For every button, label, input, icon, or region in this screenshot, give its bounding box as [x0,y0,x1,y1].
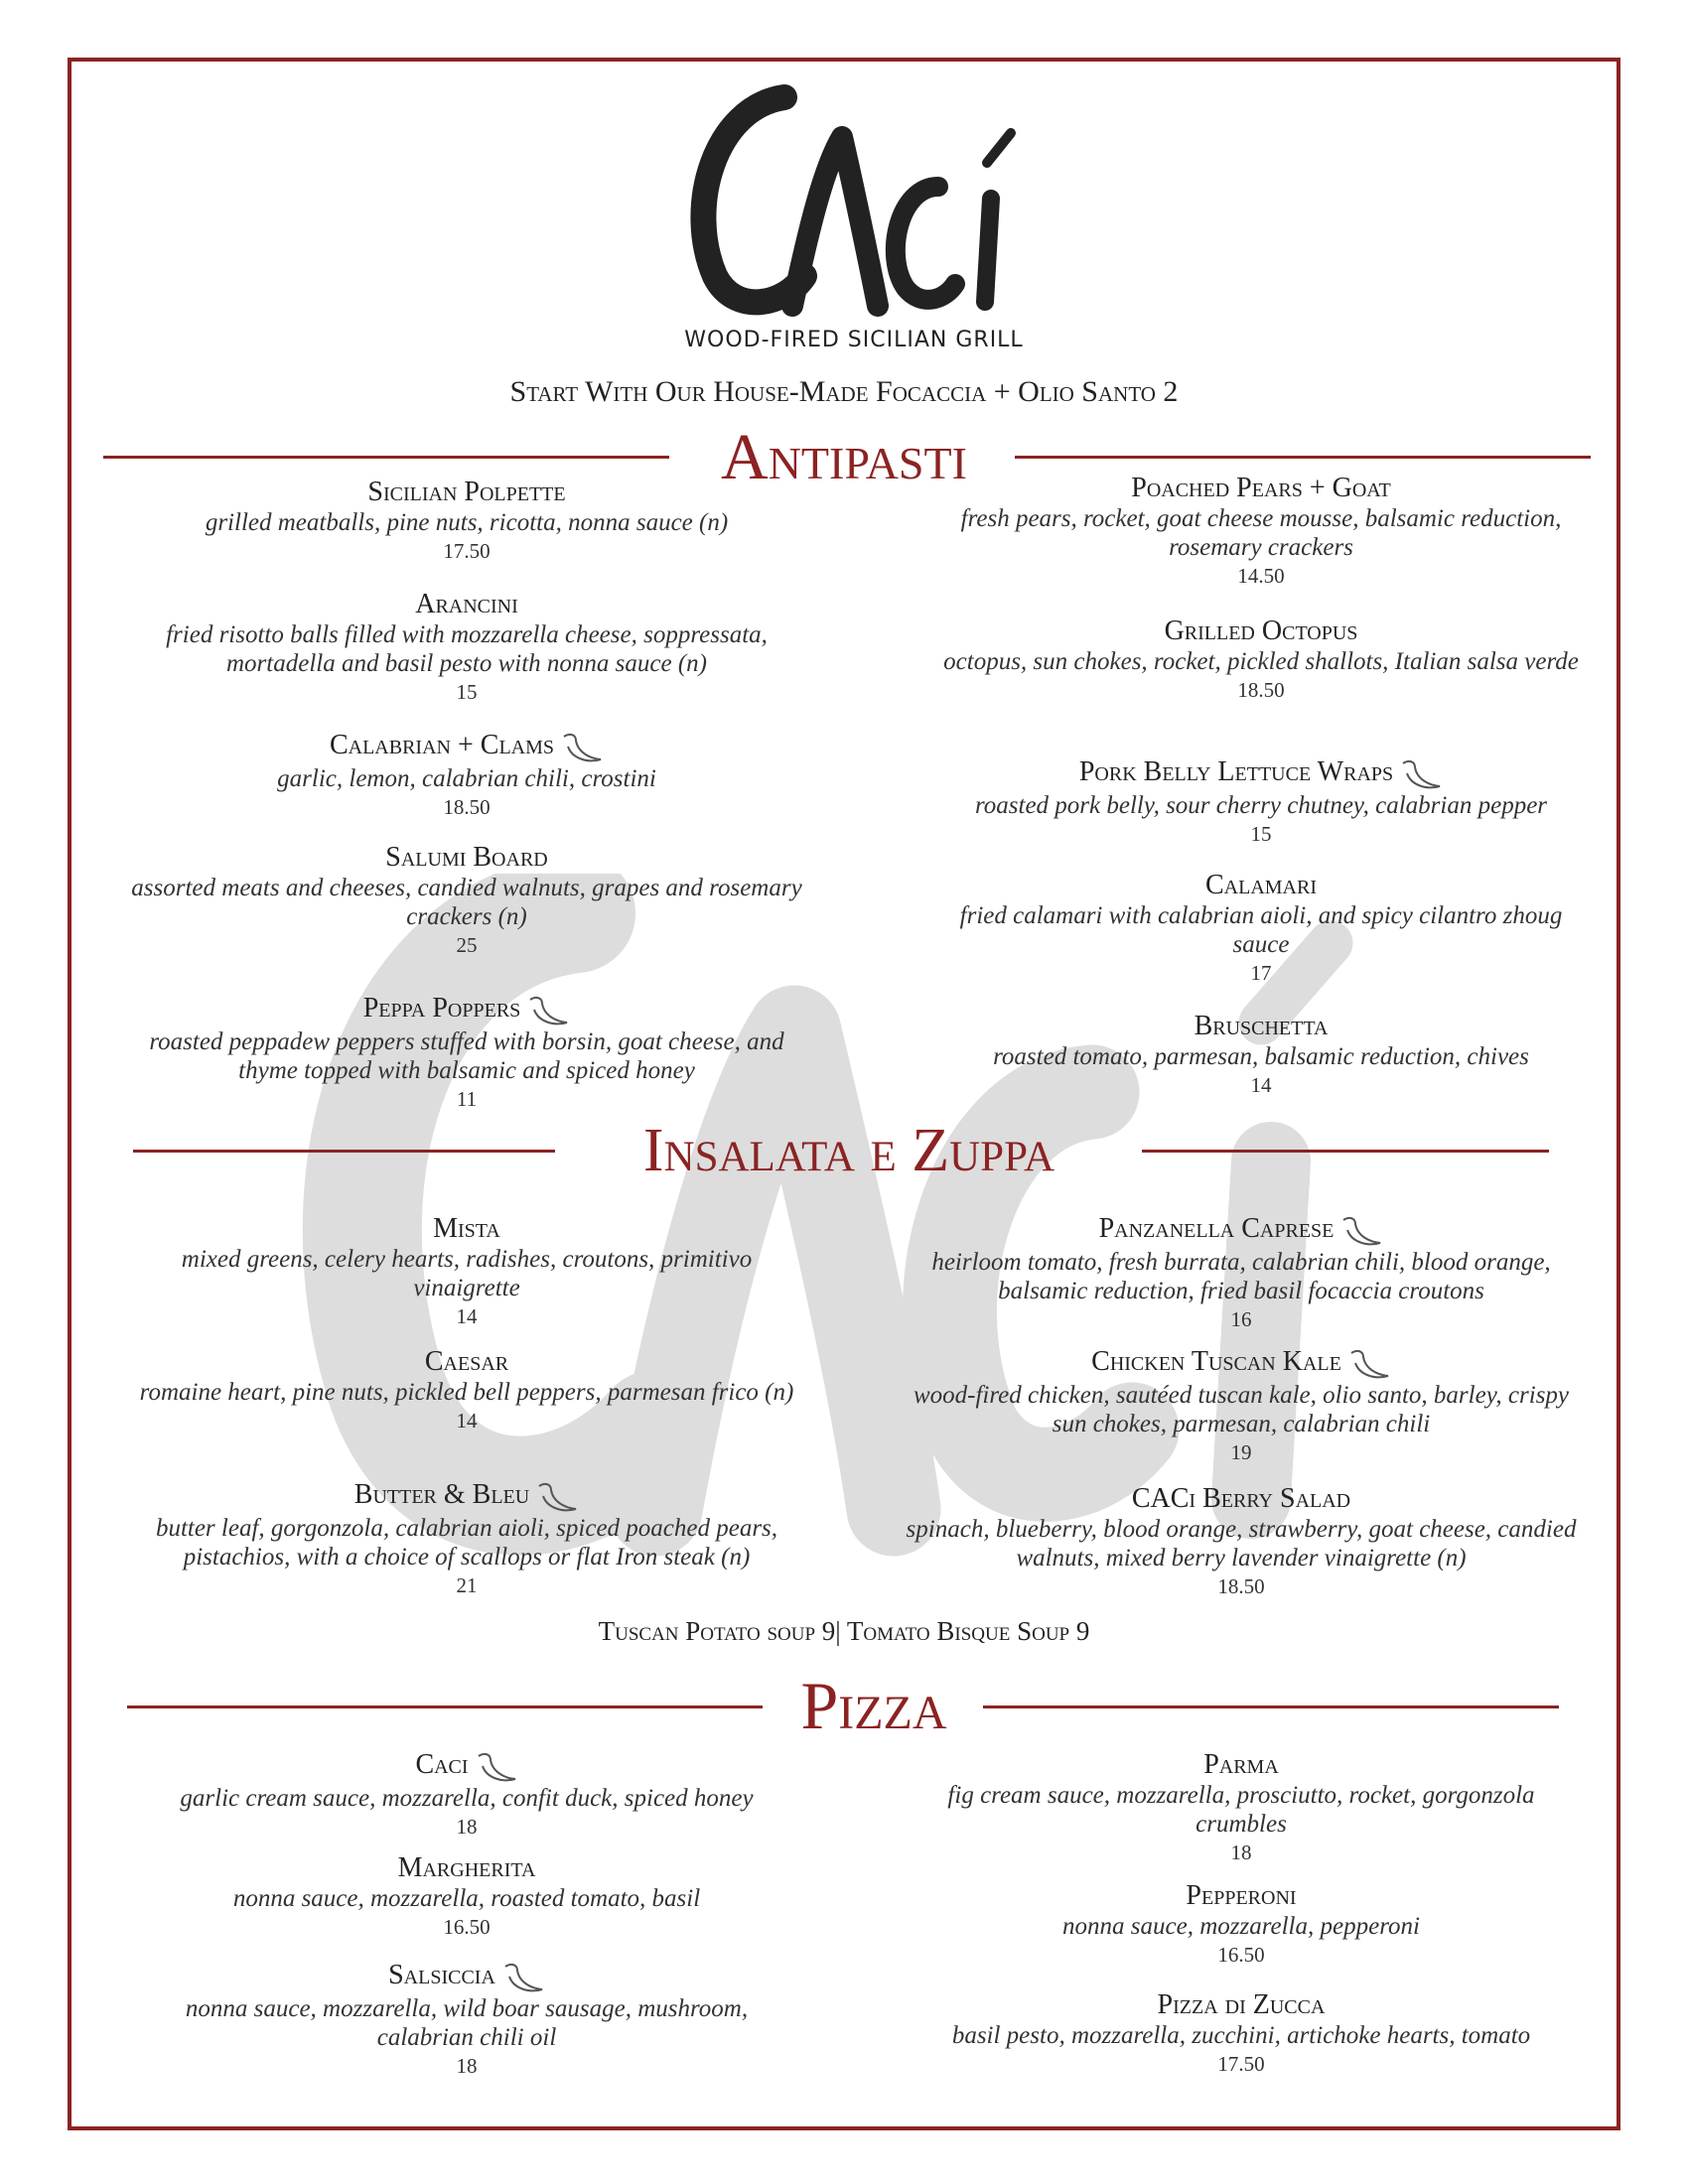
item-price: 14 [456,1409,478,1433]
menu-item [914,1749,1569,1866]
item-name: Caesar [424,1346,509,1377]
item-description: spinach, blueberry, blood orange, strawberry, goat cheese, candied walnuts, mixed berry lavender vinaigrette (n) [906,1516,1577,1571]
item-description: wood-fired chicken, sautéed tuscan kale, olio santo, barley, crispy sun chokes, parmesan, calabrian chili [913,1381,1570,1437]
menu-item [129,477,804,565]
menu-item [894,1346,1589,1466]
item-description: butter leaf, gorgonzola, calabrian aioli, spiced poached pears, pistachios, with a choice of scallops or flat Iron steak (n) [155,1514,778,1570]
menu-item [953,473,1569,590]
item-description: roasted pork belly, sour cherry chutney, calabrian pepper [974,791,1548,819]
brand-logo-script [675,68,1033,326]
item-price: 17 [1250,961,1272,985]
menu-item [139,1852,794,1941]
item-description: heirloom tomato, fresh burrata, calabrian chili, blood orange, balsamic reduction, fried basil focaccia croutons [931,1248,1551,1304]
section-title-insalata: Insalata e Zuppa [642,1117,1055,1184]
item-description: roasted peppadew peppers stuffed with borsin, goat cheese, and thyme topped with balsamic and spiced honey [149,1027,784,1084]
brand-tagline: WOOD-FIRED SICILIAN GRILL [684,328,1024,352]
section-title-pizza: Pizza [800,1668,947,1743]
chili-pepper-icon [475,1750,518,1784]
item-name: Calabrian + Clams [329,730,555,760]
menu-item [129,842,804,959]
item-name: Pizza di Zucca [1157,1989,1326,2020]
brand-logo [675,68,1033,365]
item-price: 21 [456,1572,478,1597]
item-description: garlic, lemon, calabrian chili, crostini [277,764,656,792]
section-title-antipasti: Antipasti [721,421,967,493]
item-name: Margherita [397,1852,536,1883]
item-price: 14 [1250,1073,1272,1097]
item-name: Pork Belly Lettuce Wraps [1078,756,1394,787]
item-name: Salumi Board [385,842,548,873]
menu-item [933,756,1589,848]
item-name: CACi Berry Salad [1131,1483,1351,1514]
item-price: 11 [456,1086,478,1111]
item-name: Caci [415,1749,469,1780]
menu-item [129,1213,804,1330]
item-name: Parma [1203,1749,1279,1780]
item-description: nonna sauce, mozzarella, wild boar sausage, mushroom, calabrian chili oil [185,1994,749,2051]
item-price: 18 [1230,1841,1252,1864]
item-price: 16 [1230,1306,1252,1331]
section-rule [103,456,669,459]
item-name: Butter & Bleu [353,1479,530,1510]
item-price: 18.50 [1237,678,1285,702]
item-name: Mista [433,1213,500,1244]
item-price: 16.50 [443,1915,491,1939]
item-name: Pepperoni [1186,1880,1297,1911]
item-name: Peppa Poppers [362,993,521,1024]
item-description: fresh pears, rocket, goat cheese mousse, balsamic reduction, rosemary crackers [960,505,1562,561]
item-description: garlic cream sauce, mozzarella, confit duck, spiced honey [180,1784,754,1812]
menu-item [129,993,804,1113]
item-description: nonna sauce, mozzarella, roasted tomato, basil [232,1885,701,1912]
item-description: nonna sauce, mozzarella, pepperoni [1062,1913,1420,1940]
item-name: Bruschetta [1194,1011,1329,1041]
section-rule [983,1706,1559,1708]
chili-pepper-icon [1339,1214,1383,1248]
item-name: Panzanella Caprese [1098,1213,1335,1244]
menu-item [894,1213,1589,1333]
item-name: Calamari [1204,870,1317,900]
menu-item [933,870,1589,987]
item-price: 14.50 [1237,564,1285,588]
menu-item [894,1483,1589,1600]
item-description: romaine heart, pine nuts, pickled bell peppers, parmesan frico (n) [139,1379,794,1406]
menu-item [139,1960,794,2080]
menu-item [129,589,804,706]
item-price: 25 [456,933,478,957]
item-price: 14 [456,1304,478,1328]
item-price: 18.50 [443,794,491,819]
item-description: basil pesto, mozzarella, zucchini, artichoke hearts, tomato [951,2022,1531,2049]
item-price: 15 [1250,821,1272,846]
menu-item [933,1011,1589,1099]
item-description: fig cream sauce, mozzarella, prosciutto, rocket, gorgonzola crumbles [947,1782,1535,1838]
item-price: 17.50 [443,539,491,563]
item-price: 19 [1230,1439,1252,1464]
item-description: grilled meatballs, pine nuts, ricotta, nonna sauce (n) [205,509,729,536]
section-rule [1142,1150,1549,1153]
item-name: Salsiccia [388,1960,495,1990]
item-name: Arancini [415,589,518,619]
item-name: Grilled Octopus [1164,615,1358,646]
item-price: 18.50 [1217,1574,1265,1598]
menu-item [129,730,804,821]
chili-pepper-icon [501,1961,545,1994]
menu-item [139,1749,794,1841]
menu-item [129,1346,804,1434]
section-rule [133,1150,555,1153]
item-name: Poached Pears + Goat [1131,473,1391,503]
item-description: octopus, sun chokes, rocket, pickled shallots, Italian salsa verde [943,648,1579,675]
item-price: 17.50 [1217,2052,1265,2076]
item-name: Chicken Tuscan Kale [1091,1346,1341,1377]
chili-pepper-icon [535,1480,579,1514]
menu-item [129,1479,804,1599]
menu-item [933,615,1589,704]
item-price: 16.50 [1217,1943,1265,1967]
item-description: roasted tomato, parmesan, balsamic reduction, chives [993,1043,1529,1070]
menu-item [914,1989,1569,2078]
item-price: 18 [456,2053,478,2078]
chili-pepper-icon [526,994,570,1027]
item-description: assorted meats and cheeses, candied walnuts, grapes and rosemary crackers (n) [131,875,802,930]
item-price: 18 [456,1814,478,1839]
soups-line: Tuscan Potato soup 9| Tomato Bisque Soup 9 [598,1616,1090,1646]
menu-item [914,1880,1569,1969]
section-rule [1015,456,1591,459]
item-name: Sicilian Polpette [367,477,566,507]
item-price: 15 [456,680,478,704]
item-description: mixed greens, celery hearts, radishes, croutons, primitivo vinaigrette [181,1246,753,1301]
chili-pepper-icon [560,731,604,764]
chili-pepper-icon [1399,757,1443,791]
item-description: fried calamari with calabrian aioli, and spicy cilantro zhoug sauce [959,902,1563,958]
section-rule [127,1706,763,1708]
item-description: fried risotto balls filled with mozzarella cheese, soppressata, mortadella and basil pesto with nonna sauce (n) [166,621,768,677]
intro-line: Start With Our House-Made Focaccia + Olio Santo 2 [509,375,1179,408]
chili-pepper-icon [1347,1347,1391,1381]
